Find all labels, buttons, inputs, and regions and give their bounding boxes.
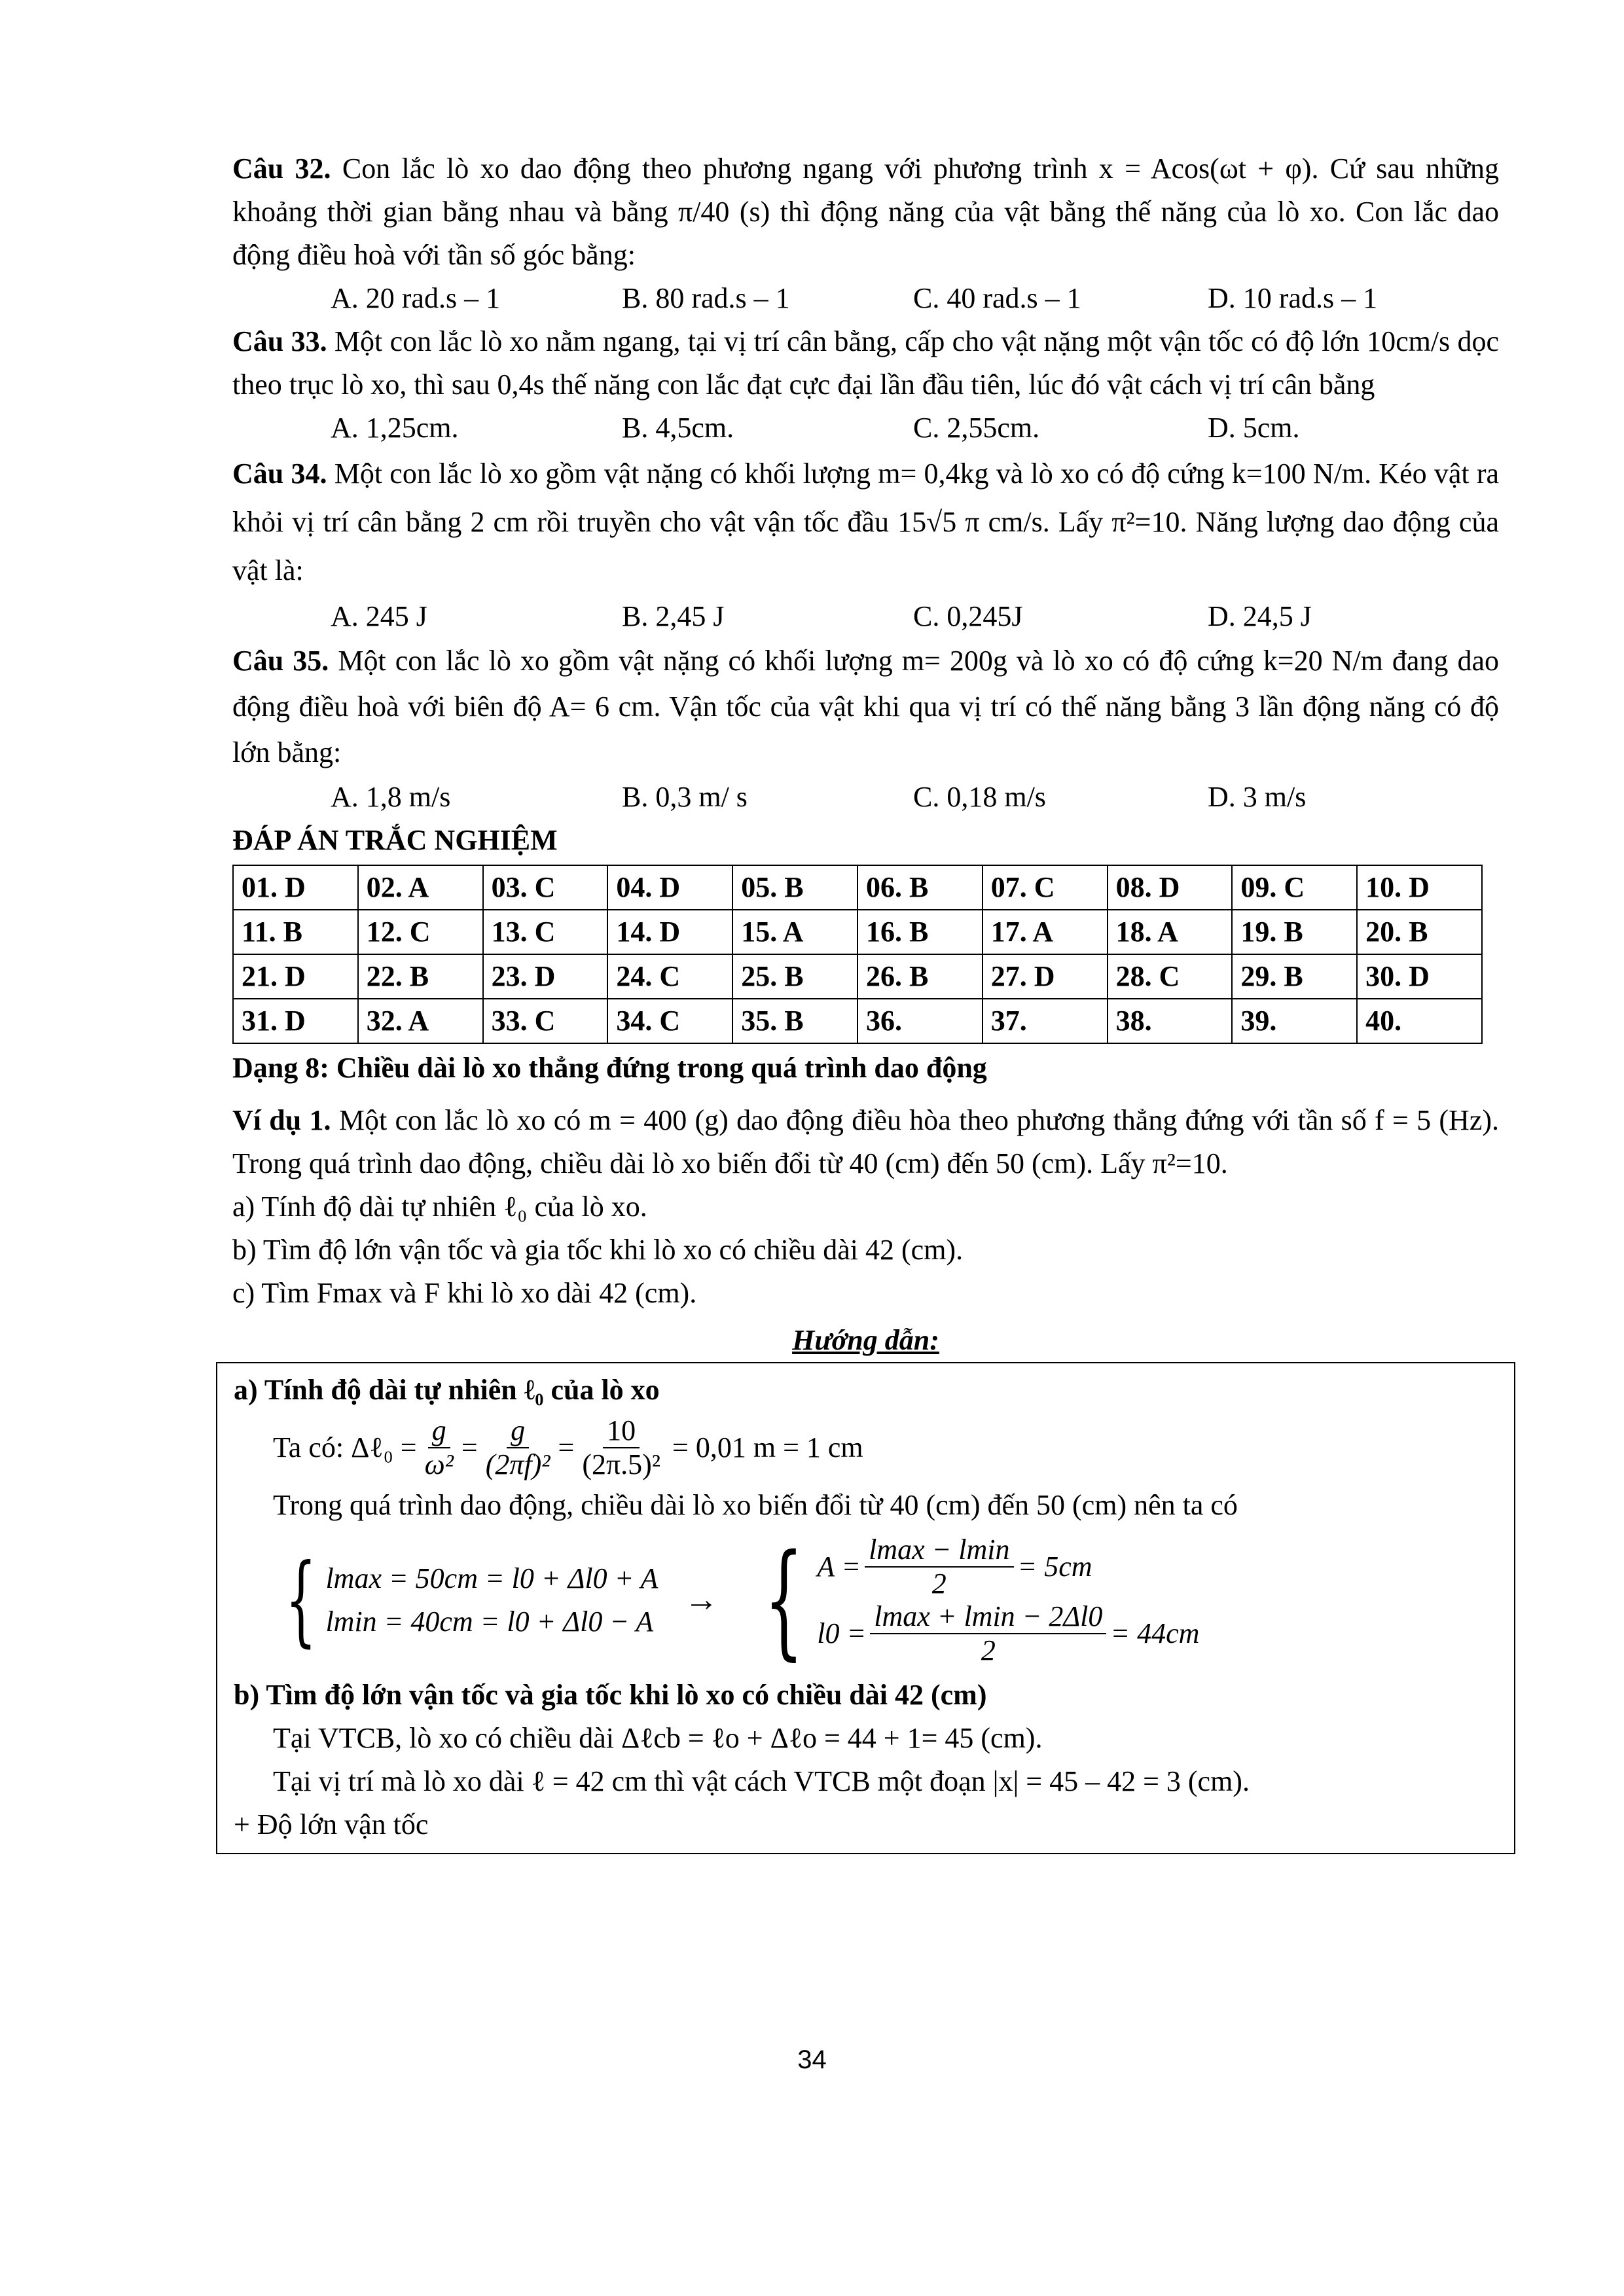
option-b: B. 2,45 J [622,600,725,632]
option-a: A. 1,8 m/s [331,781,451,813]
formula-result: = 0,01 m = 1 cm [672,1431,863,1463]
question-35 [232,638,1499,819]
fraction [870,1600,1106,1667]
fraction [578,1414,664,1481]
fraction-numerator: lmax − lmin [865,1534,1013,1568]
eq-lhs: l0 = [817,1617,867,1649]
option-c: C. 40 rad.s – 1 [913,282,1081,314]
option-a: A. 245 J [331,600,427,632]
answer-cell: 25. B [732,954,857,999]
fraction-numerator: g [428,1414,450,1448]
options-row [232,776,1499,819]
answer-cell: 10. D [1357,865,1482,910]
answer-cell: 13. C [483,910,608,954]
eq-rhs: = 44cm [1110,1617,1200,1649]
eq-rhs: = 5cm [1017,1551,1092,1583]
equation-min: lmin = 40cm = l0 + Δl0 − A [325,1605,654,1638]
answer-cell: 06. B [857,865,983,910]
document-page [232,147,1499,1854]
example-part-c: c) Tìm Fmax và F khi lò xo dài 42 (cm). [232,1277,697,1309]
example-body: Một con lắc lò xo có m = 400 (g) dao động điều hòa theo phương thẳng đứng với tần số f = 5 (Hz). Trong quá trình dao động, chiều dài lò xo biến đổi từ 40 (cm) đến 50 (cm). Lấy π²=10. [232,1104,1499,1179]
answer-cell: 27. D [983,954,1108,999]
fraction-denominator: 2 [931,1568,947,1600]
answer-cell: 37. [983,999,1108,1043]
option-c: C. 2,55cm. [913,412,1040,444]
fraction [421,1414,458,1481]
example-text [232,1099,1499,1185]
question-body: Con lắc lò xo dao động theo phương ngang với phương trình x = Acos(ωt + φ). Cứ sau những khoảng thời gian bằng nhau và bằng π/40 (s) thì động năng của vật bằng thế năng của lò xo. Con lắc dao động điều hoà với tần số góc bằng: [232,152,1500,271]
answer-cell: 17. A [983,910,1108,954]
section-title: Dạng 8: Chiều dài lò xo thẳng đứng trong quá trình dao động [232,1052,987,1084]
right-brace: { [764,1528,804,1672]
answer-heading: ĐÁP ÁN TRẮC NGHIỆM [232,824,558,856]
answer-cell: 16. B [857,910,983,954]
question-33 [232,320,1499,450]
option-c: C. 0,245J [913,600,1023,632]
option-b: B. 0,3 m/ s [622,781,748,813]
answer-cell: 26. B [857,954,983,999]
answer-cell: 24. C [607,954,732,999]
guide-line: Tại vị trí mà lò xo dài ℓ = 42 cm thì vật cách VTCB một đoạn |x| = 45 – 42 = 3 (cm). [273,1765,1250,1797]
formula-lhs: Ta có: Δℓ₀ = [273,1431,417,1463]
answer-cell: 11. B [233,910,358,954]
answer-cell: 02. A [358,865,483,910]
question-body: Một con lắc lò xo nằm ngang, tại vị trí cân bằng, cấp cho vật nặng một vận tốc có độ lớn 10cm/s dọc theo trục lò xo, thì sau 0,4s thế năng con lắc đạt cực đại lần đầu tiên, lúc đó vật cách vị trí cân bằng [232,325,1500,401]
equation-natural-length [817,1600,1199,1667]
answer-cell: 36. [857,999,983,1043]
answer-cell: 21. D [233,954,358,999]
answer-cell: 01. D [233,865,358,910]
answer-cell: 12. C [358,910,483,954]
answer-cell: 31. D [233,999,358,1043]
formula-line [234,1414,1501,1481]
question-text [232,147,1499,277]
part-b-title: b) Tìm độ lớn vận tốc và gia tốc khi lò xo có chiều dài 42 (cm) [234,1679,987,1711]
question-title: Câu 35. [232,645,329,677]
guide-line: + Độ lớn vận tốc [234,1808,429,1840]
equation-amplitude [817,1534,1199,1600]
question-body: Một con lắc lò xo gồm vật nặng có khối lượng m= 0,4kg và lò xo có độ cứng k=100 N/m. Kéo vật ra khỏi vị trí cân bằng 2 cm rồi truyền cho vật vận tốc đầu 15√5 π cm/s. Lấy π²=10. Năng lượng dao động của vật là: [232,457,1500,586]
answer-cell: 38. [1108,999,1233,1043]
question-text [232,450,1499,595]
answer-cell: 30. D [1357,954,1482,999]
guide-line: Trong quá trình dao động, chiều dài lò xo biến đổi từ 40 (cm) đến 50 (cm) nên ta có [273,1489,1238,1521]
fraction-denominator: ω² [424,1448,454,1480]
answer-cell: 40. [1357,999,1482,1043]
answer-cell: 07. C [983,865,1108,910]
solution-box [216,1362,1515,1854]
example-part-a: a) Tính độ dài tự nhiên ℓ₀ của lò xo. [232,1191,647,1223]
options-row [232,277,1499,320]
equation-max: lmax = 50cm = l0 + Δl0 + A [325,1562,659,1594]
option-a: A. 1,25cm. [331,412,459,444]
equation-system [234,1528,1501,1672]
answer-cell: 32. A [358,999,483,1043]
question-text [232,638,1499,776]
answer-cell: 04. D [607,865,732,910]
options-row [232,406,1499,450]
answer-cell: 09. C [1232,865,1357,910]
fraction-numerator: 10 [603,1414,640,1448]
option-d: D. 24,5 J [1208,600,1312,632]
option-d: D. 10 rad.s – 1 [1208,282,1378,314]
answer-cell: 23. D [483,954,608,999]
option-b: B. 80 rad.s – 1 [622,282,790,314]
question-body: Một con lắc lò xo gồm vật nặng có khối lượng m= 200g và lò xo có độ cứng k=20 N/m đang dao động điều hoà với biên độ A= 6 cm. Vận tốc của vật khi qua vị trí có thế năng bằng 3 lần động năng có độ lớn bằng: [232,645,1500,768]
equals-sign: = [558,1431,575,1463]
part-a-title: a) Tính độ dài tự nhiên ℓ₀ của lò xo [234,1374,660,1406]
answer-cell: 29. B [1232,954,1357,999]
answer-cell: 14. D [607,910,732,954]
answer-cell: 19. B [1232,910,1357,954]
answer-cell: 34. C [607,999,732,1043]
fraction-denominator: (2πf)² [485,1448,550,1480]
answer-cell: 20. B [1357,910,1482,954]
guide-title: Hướng dẫn: [792,1324,939,1356]
arrow-icon: → [684,1581,719,1619]
fraction-numerator: g [507,1414,529,1448]
system-right [817,1534,1199,1667]
question-title: Câu 33. [232,325,327,357]
answer-cell: 39. [1232,999,1357,1043]
answer-cell: 35. B [732,999,857,1043]
option-b: B. 4,5cm. [622,412,734,444]
option-c: C. 0,18 m/s [913,781,1046,813]
page-number: 34 [797,2045,827,2074]
answer-cell: 05. B [732,865,857,910]
answer-row [233,910,1482,954]
answer-cell: 18. A [1108,910,1233,954]
option-d: D. 5cm. [1208,412,1300,444]
answer-cell: 08. D [1108,865,1233,910]
question-title: Câu 32. [232,152,331,185]
question-32 [232,147,1499,320]
answer-row [233,954,1482,999]
question-title: Câu 34. [232,457,327,490]
eq-lhs: A = [817,1551,861,1583]
question-text [232,320,1499,406]
fraction [482,1414,554,1481]
answer-cell: 03. C [483,865,608,910]
answer-cell: 15. A [732,910,857,954]
left-brace: { [285,1543,317,1657]
fraction-denominator: 2 [981,1634,996,1666]
answer-cell: 22. B [358,954,483,999]
equals-sign: = [461,1431,478,1463]
guide-line: Tại VTCB, lò xo có chiều dài Δℓcb = ℓo + Δℓo = 44 + 1= 45 (cm). [273,1722,1043,1754]
answer-cell: 28. C [1108,954,1233,999]
answer-row [233,999,1482,1043]
example-title: Ví dụ 1. [232,1104,331,1136]
answer-row [233,865,1482,910]
option-d: D. 3 m/s [1208,781,1307,813]
options-row [232,595,1499,638]
option-a: A. 20 rad.s – 1 [331,282,501,314]
system-left [325,1557,658,1643]
fraction [865,1534,1013,1600]
example-part-b: b) Tìm độ lớn vận tốc và gia tốc khi lò xo có chiều dài 42 (cm). [232,1234,964,1266]
answer-cell: 33. C [483,999,608,1043]
question-34 [232,450,1499,638]
fraction-numerator: lmax + lmin − 2Δl0 [870,1600,1106,1634]
answer-table [232,865,1483,1044]
fraction-denominator: (2π.5)² [582,1448,661,1480]
